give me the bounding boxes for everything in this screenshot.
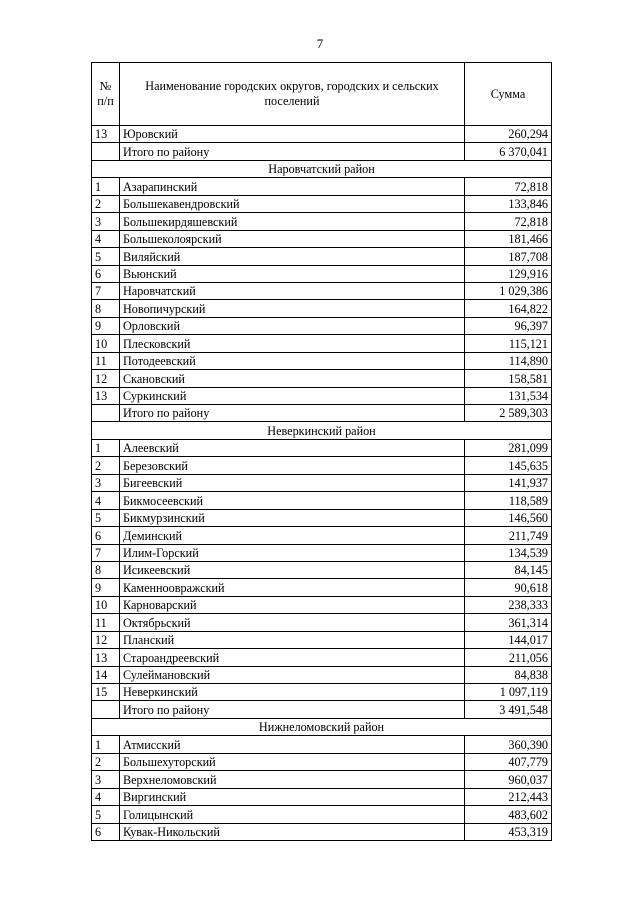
settlement-name: Бикмосеевский [120,492,465,509]
settlement-name: Большехуторский [120,753,465,770]
row-number: 9 [92,579,120,596]
table-row [92,335,552,352]
row-sum: 84,838 [465,666,552,683]
table-row [92,352,552,369]
settlement-name: Деминский [120,527,465,544]
table-row [92,213,552,230]
row-sum: 1 029,386 [465,282,552,299]
settlement-name: Итого по району [120,143,465,160]
table-row [92,806,552,823]
settlement-name: Октябрьский [120,614,465,631]
row-number: 13 [92,649,120,666]
settlement-name: Итого по району [120,405,465,422]
row-sum: 158,581 [465,370,552,387]
settlement-name: Скановский [120,370,465,387]
row-number [92,143,120,160]
row-sum: 212,443 [465,788,552,805]
row-number: 11 [92,614,120,631]
settlement-name: Кувак-Никольский [120,823,465,840]
table-row [92,649,552,666]
row-sum: 134,539 [465,544,552,561]
settlement-name: Алеевский [120,439,465,456]
settlement-name: Итого по району [120,701,465,718]
row-sum: 145,635 [465,457,552,474]
row-sum: 72,818 [465,178,552,195]
row-number: 6 [92,265,120,282]
row-number: 5 [92,806,120,823]
header-sum: Сумма [465,63,552,126]
table-row [92,753,552,770]
row-sum: 453,319 [465,823,552,840]
row-sum: 144,017 [465,631,552,648]
row-number: 7 [92,282,120,299]
row-sum: 238,333 [465,596,552,613]
table-row [92,126,552,143]
section-title: Наровчатский район [92,160,552,177]
row-number: 4 [92,788,120,805]
row-number: 3 [92,771,120,788]
settlement-name: Каменноовражский [120,579,465,596]
row-number: 10 [92,335,120,352]
header-num: № п/п [92,63,120,126]
row-number: 6 [92,527,120,544]
table-row [92,684,552,701]
settlement-name: Наровчатский [120,282,465,299]
header-name: Наименование городских округов, городских и сельских поселений [120,63,465,126]
settlement-name: Илим-Горский [120,544,465,561]
table-row [92,457,552,474]
settlement-name: Исикеевский [120,561,465,578]
page-number: 7 [316,36,324,51]
row-sum: 115,121 [465,335,552,352]
table-row [92,317,552,334]
table-row [92,248,552,265]
settlement-name: Большеколоярский [120,230,465,247]
settlement-name: Юровский [120,126,465,143]
table-row [92,544,552,561]
settlement-name: Новопичурский [120,300,465,317]
table-header-row [92,63,552,126]
settlement-name: Орловский [120,317,465,334]
row-sum: 361,314 [465,614,552,631]
row-number: 3 [92,213,120,230]
settlement-name: Березовский [120,457,465,474]
table-row [92,178,552,195]
row-number: 1 [92,178,120,195]
table-row [92,561,552,578]
settlement-name: Виляйский [120,248,465,265]
row-number: 1 [92,736,120,753]
row-number: 10 [92,596,120,613]
row-sum: 483,602 [465,806,552,823]
allocation-table [91,62,552,841]
row-number: 13 [92,126,120,143]
table-row [92,195,552,212]
table-row [92,823,552,840]
settlement-name: Бигеевский [120,474,465,491]
table-row [92,265,552,282]
total-row [92,701,552,718]
section-title: Нижнеломовский район [92,718,552,735]
row-number: 3 [92,474,120,491]
row-number: 2 [92,753,120,770]
settlement-name: Потодеевский [120,352,465,369]
table-body [92,126,552,841]
row-sum: 187,708 [465,248,552,265]
table-row [92,596,552,613]
table-row [92,631,552,648]
settlement-name: Большекавендровский [120,195,465,212]
row-sum: 281,099 [465,439,552,456]
row-number: 8 [92,300,120,317]
table-row [92,474,552,491]
row-sum: 3 491,548 [465,701,552,718]
section-row [92,422,552,439]
table-row [92,771,552,788]
row-number: 1 [92,439,120,456]
table-row [92,387,552,404]
row-sum: 96,397 [465,317,552,334]
row-sum: 181,466 [465,230,552,247]
row-number [92,405,120,422]
row-sum: 133,846 [465,195,552,212]
row-number: 5 [92,248,120,265]
row-number: 4 [92,230,120,247]
row-sum: 960,037 [465,771,552,788]
row-sum: 1 097,119 [465,684,552,701]
total-row [92,405,552,422]
table-row [92,736,552,753]
settlement-name: Бикмурзинский [120,509,465,526]
table-row [92,300,552,317]
row-number: 6 [92,823,120,840]
row-sum: 90,618 [465,579,552,596]
row-number: 4 [92,492,120,509]
row-number: 12 [92,370,120,387]
settlement-name: Суркинский [120,387,465,404]
table-row [92,439,552,456]
section-row [92,160,552,177]
settlement-name: Неверкинский [120,684,465,701]
total-row [92,143,552,160]
table-row [92,666,552,683]
settlement-name: Карноварский [120,596,465,613]
table-row [92,788,552,805]
row-sum: 141,937 [465,474,552,491]
table-row [92,614,552,631]
table-row [92,370,552,387]
settlement-name: Староандреевский [120,649,465,666]
table-row [92,492,552,509]
row-sum: 164,822 [465,300,552,317]
table-row [92,527,552,544]
settlement-name: Верхнеломовский [120,771,465,788]
row-number: 7 [92,544,120,561]
settlement-name: Большекирдяшевский [120,213,465,230]
section-row [92,718,552,735]
row-number: 5 [92,509,120,526]
row-number [92,701,120,718]
row-sum: 114,890 [465,352,552,369]
row-number: 14 [92,666,120,683]
table-row [92,230,552,247]
row-sum: 260,294 [465,126,552,143]
row-sum: 131,534 [465,387,552,404]
table-row [92,282,552,299]
row-sum: 72,818 [465,213,552,230]
row-sum: 84,145 [465,561,552,578]
settlement-name: Плесковский [120,335,465,352]
row-number: 9 [92,317,120,334]
row-sum: 146,560 [465,509,552,526]
row-sum: 2 589,303 [465,405,552,422]
settlement-name: Планский [120,631,465,648]
row-sum: 211,749 [465,527,552,544]
row-sum: 6 370,041 [465,143,552,160]
row-sum: 407,779 [465,753,552,770]
settlement-name: Вьюнский [120,265,465,282]
settlement-name: Сулеймановский [120,666,465,683]
row-sum: 211,056 [465,649,552,666]
settlement-name: Голицынский [120,806,465,823]
row-number: 2 [92,195,120,212]
row-number: 11 [92,352,120,369]
row-sum: 360,390 [465,736,552,753]
section-title: Неверкинский район [92,422,552,439]
row-sum: 118,589 [465,492,552,509]
table-row [92,579,552,596]
settlement-name: Азарапинский [120,178,465,195]
row-number: 15 [92,684,120,701]
row-number: 13 [92,387,120,404]
row-number: 8 [92,561,120,578]
row-sum: 129,916 [465,265,552,282]
settlement-name: Атмисский [120,736,465,753]
table-row [92,509,552,526]
settlement-name: Виргинский [120,788,465,805]
row-number: 12 [92,631,120,648]
row-number: 2 [92,457,120,474]
